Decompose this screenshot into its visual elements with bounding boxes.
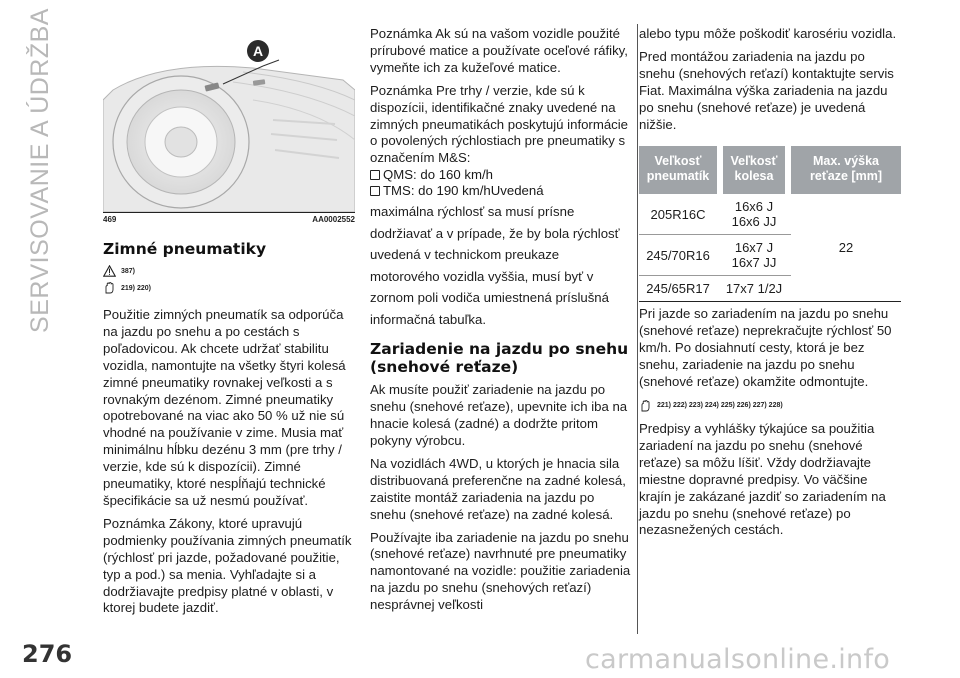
service-contact-text: Pred montážou zariadenia na jazdu po snehu (snehových reťazí) kontaktujte servis Fiat. Maximálna výška zariadenia na jazdu po snehu (snehové reťaze) je uvedená nižšie.: [639, 48, 894, 132]
checklist-item-tms-text: TMS: do 190 km/hUvedená: [383, 183, 544, 199]
snow-chains-heading: Zariadenie na jazdu po snehu (snehové reťaze): [370, 340, 629, 377]
checkbox-icon: [370, 186, 380, 196]
page-number: 276: [22, 640, 73, 668]
caution-ref-numbers: 219) 220): [121, 284, 151, 292]
snow-chains-paragraph-3: Používajte iba zariadenie na jazdu po snehu (snehové reťaze) navrhnuté pre pneumatiky namontované na vozidle: použitie zariadenia na jazdu po snehu (snehových reťazí) nesprávnej veľkosti: [370, 529, 631, 613]
max-height-cell: 22: [791, 194, 901, 302]
tyre-size-cell: 245/65R17: [639, 276, 717, 302]
callout-a-letter: A: [252, 43, 264, 59]
figure-caption: [103, 212, 355, 226]
column-divider: [637, 24, 638, 634]
figure-code: AA0002552: [312, 215, 355, 224]
section-side-title-text: SERVISOVANIE A ÚDRŽBA: [25, 7, 54, 333]
header-max-chain-height: Max. výška reťaze [mm]: [791, 146, 901, 194]
ms-markings-note: Poznámka Pre trhy / verzie, kde sú k dispozícii, identifikačné znaky uvedené na zimných pneumatikách poskytujú informácie o povolených rýchlostiach pre pneumatiky s označením M&S:: [370, 82, 629, 166]
winter-tyres-note: Poznámka Zákony, ktoré upravujú podmienky používania zimných pneumatík (rýchlosť pri jazde, požadované použitie, typ a pod.) sa menia. Vyhľadajte si a dodržiavajte predpisy platné v oblasti, v ktorej budete jazdiť.: [103, 515, 352, 616]
figure-number: 469: [103, 215, 117, 224]
caution-hand-icon: [103, 282, 116, 294]
tyre-figure: [103, 20, 355, 212]
snow-chain-table: [639, 146, 901, 302]
section-side-title: [10, 7, 70, 333]
caution-reference: [103, 281, 355, 295]
callout-a-badge: [247, 40, 269, 62]
column-2: [370, 26, 632, 614]
snow-chains-paragraph-2: Na vozidlách 4WD, u ktorých je hnacia sila distribuovaná preferenčne na zadné kolesá, zaistite montáž zariadenia na jazdu po snehu (snehové reťaze) na zadné kolesá.: [370, 455, 626, 522]
warning-reference: [103, 264, 355, 278]
checklist-item-qms-text: QMS: do 160 km/h: [383, 167, 493, 183]
tyre-illustration: [103, 20, 355, 212]
header-wheel-size: Veľkosť kolesa: [723, 146, 785, 194]
wheel-size-cell: 17x7 1/2J: [723, 276, 785, 302]
snow-chains-paragraph-1: Ak musíte použiť zariadenie na jazdu po snehu (snehové reťaze), upevnite ich iba na hnacie kolesá (zadné) a dodržte pritom pokyny výrobcu.: [370, 382, 628, 448]
caution-reference-2: [639, 399, 901, 413]
tyre-size-cell: 245/70R16: [639, 235, 717, 276]
tyre-size-cell: 205R16C: [639, 194, 717, 235]
wheel-size-cell: 16x7 J 16x7 JJ: [723, 235, 785, 276]
watermark: carmanualsonline.info: [585, 644, 891, 675]
column-1: [103, 20, 355, 617]
wheel-size-cell: 16x6 J 16x6 JJ: [723, 194, 785, 235]
regulations-text: Predpisy a vyhlášky týkajúce sa použitia zariadení na jazdu po snehu (snehové reťaze) sa môžu líšiť. Vždy dodržiavajte miestne dopravné predpisy. Vo väčšine krajín je zakázané jazdiť so zariadením na jazdu po snehu (snehové reťaze) po nezasnežených cestách.: [639, 420, 886, 538]
header-tyre-size: Veľkosť pneumatík: [639, 146, 717, 194]
caution-hand-icon: [639, 400, 652, 412]
warning-ref-numbers: 387): [121, 267, 136, 275]
winter-tyres-heading: Zimné pneumatiky: [103, 240, 267, 258]
table-row: [639, 194, 901, 235]
body-damage-text: alebo typu môže poškodiť karosériu vozidla.: [639, 26, 897, 41]
winter-tyres-paragraph: Použitie zimných pneumatík sa odporúča na jazdu po snehu a po cestách s poľadovicou. Ak chcete udržať stabilitu vozidla, namontujte na všetky štyri kolesá zimné pneumatiky rovnakej veľkosti a s rovnakým dezénom. Zimné pneumatiky opotrebované na viac ako 50 % už nie sú vhodné na používanie v zime. Musia mať minimálnu hĺbku dezénu 3 mm (pre trhy / verzie, kde sú k dispozícii). Zimné pneumatiky, ktoré nespĺňajú technické špecifikácie sa už nesmú používať.: [103, 307, 346, 508]
warning-triangle-icon: [103, 265, 116, 277]
flange-nuts-note: Poznámka Ak sú na vašom vozidle použité prírubové matice a používate oceľové ráfiky, vymeňte ich za kužeľové matice.: [370, 26, 628, 75]
checklist-item-qms: [370, 167, 632, 183]
column-3: [639, 26, 901, 539]
checkbox-icon: [370, 170, 380, 180]
checklist-item-tms: [370, 183, 632, 199]
speed-continuation: maximálna rýchlosť sa musí prísne dodržiavať a v prípade, že by bola rýchlosť uvedená v technickom preukaze motorového vozidla vyššia, musí byť v zornom poli vodiča umiestnená príslušná informačná tabuľka.: [370, 204, 620, 327]
caution-ref-numbers: 221) 222) 223) 224) 225) 226) 227) 228): [657, 402, 783, 410]
speed-limit-text: Pri jazde so zariadením na jazdu po snehu (snehové reťaze) neprekračujte rýchlosť 50 km/h. Po dosiahnutí cesty, ktorá je bez snehu, zariadenie na jazdu po snehu (snehové reťaze) okamžite odmontujte.: [639, 306, 892, 390]
